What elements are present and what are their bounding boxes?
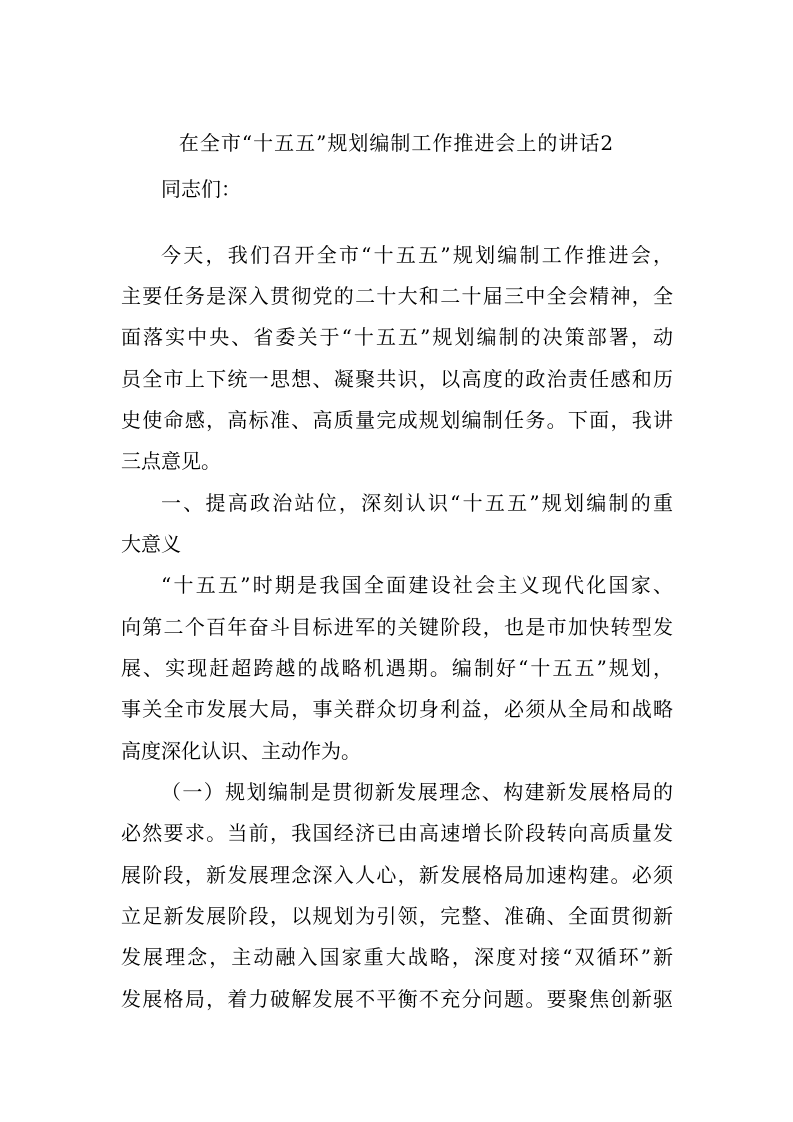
document-title: 在全市“十五五”规划编制工作推进会上的讲话2 [178,131,615,155]
body-line: 向第二个百年奋斗目标进军的关键阶段，也是市加快转型发 [121,615,673,639]
body-line: 发展格局，着力破解发展不平衡不充分问题。要聚焦创新驱 [121,987,673,1011]
section-heading-line: 大意义 [121,532,181,556]
body-line: （一）规划编制是贯彻新发展理念、构建新发展格局的 [161,780,673,804]
body-line: 展阶段，新发展理念深入人心，新发展格局加速构建。必须 [121,863,673,887]
body-line: “十五五”时期是我国全面建设社会主义现代化国家、 [161,573,673,597]
greeting-line: 同志们： [161,177,241,201]
body-line: 三点意见。 [121,449,221,473]
body-line: 事关全市发展大局，事关群众切身利益，必须从全局和战略 [121,697,673,721]
section-heading-line: 一、提高政治站位，深刻认识“十五五”规划编制的重 [161,491,673,515]
body-line: 展、实现赶超跨越的战略机遇期。编制好“十五五”规划， [121,656,673,680]
body-line: 高度深化认识、主动作为。 [121,739,361,763]
body-line: 发展理念，主动融入国家重大战略，深度对接“双循环”新 [121,945,673,969]
body-line: 面落实中央、省委关于“十五五”规划编制的决策部署，动 [121,325,673,349]
body-line: 史使命感，高标准、高质量完成规划编制任务。下面，我讲 [121,408,673,432]
body-line: 今天，我们召开全市“十五五”规划编制工作推进会， [161,243,673,267]
body-line: 立足新发展阶段，以规划为引领，完整、准确、全面贯彻新 [121,904,673,928]
body-line: 必然要求。当前，我国经济已由高速增长阶段转向高质量发 [121,821,673,845]
body-line: 员全市上下统一思想、凝聚共识，以高度的政治责任感和历 [121,367,673,391]
body-line: 主要任务是深入贯彻党的二十大和二十届三中全会精神，全 [121,284,673,308]
